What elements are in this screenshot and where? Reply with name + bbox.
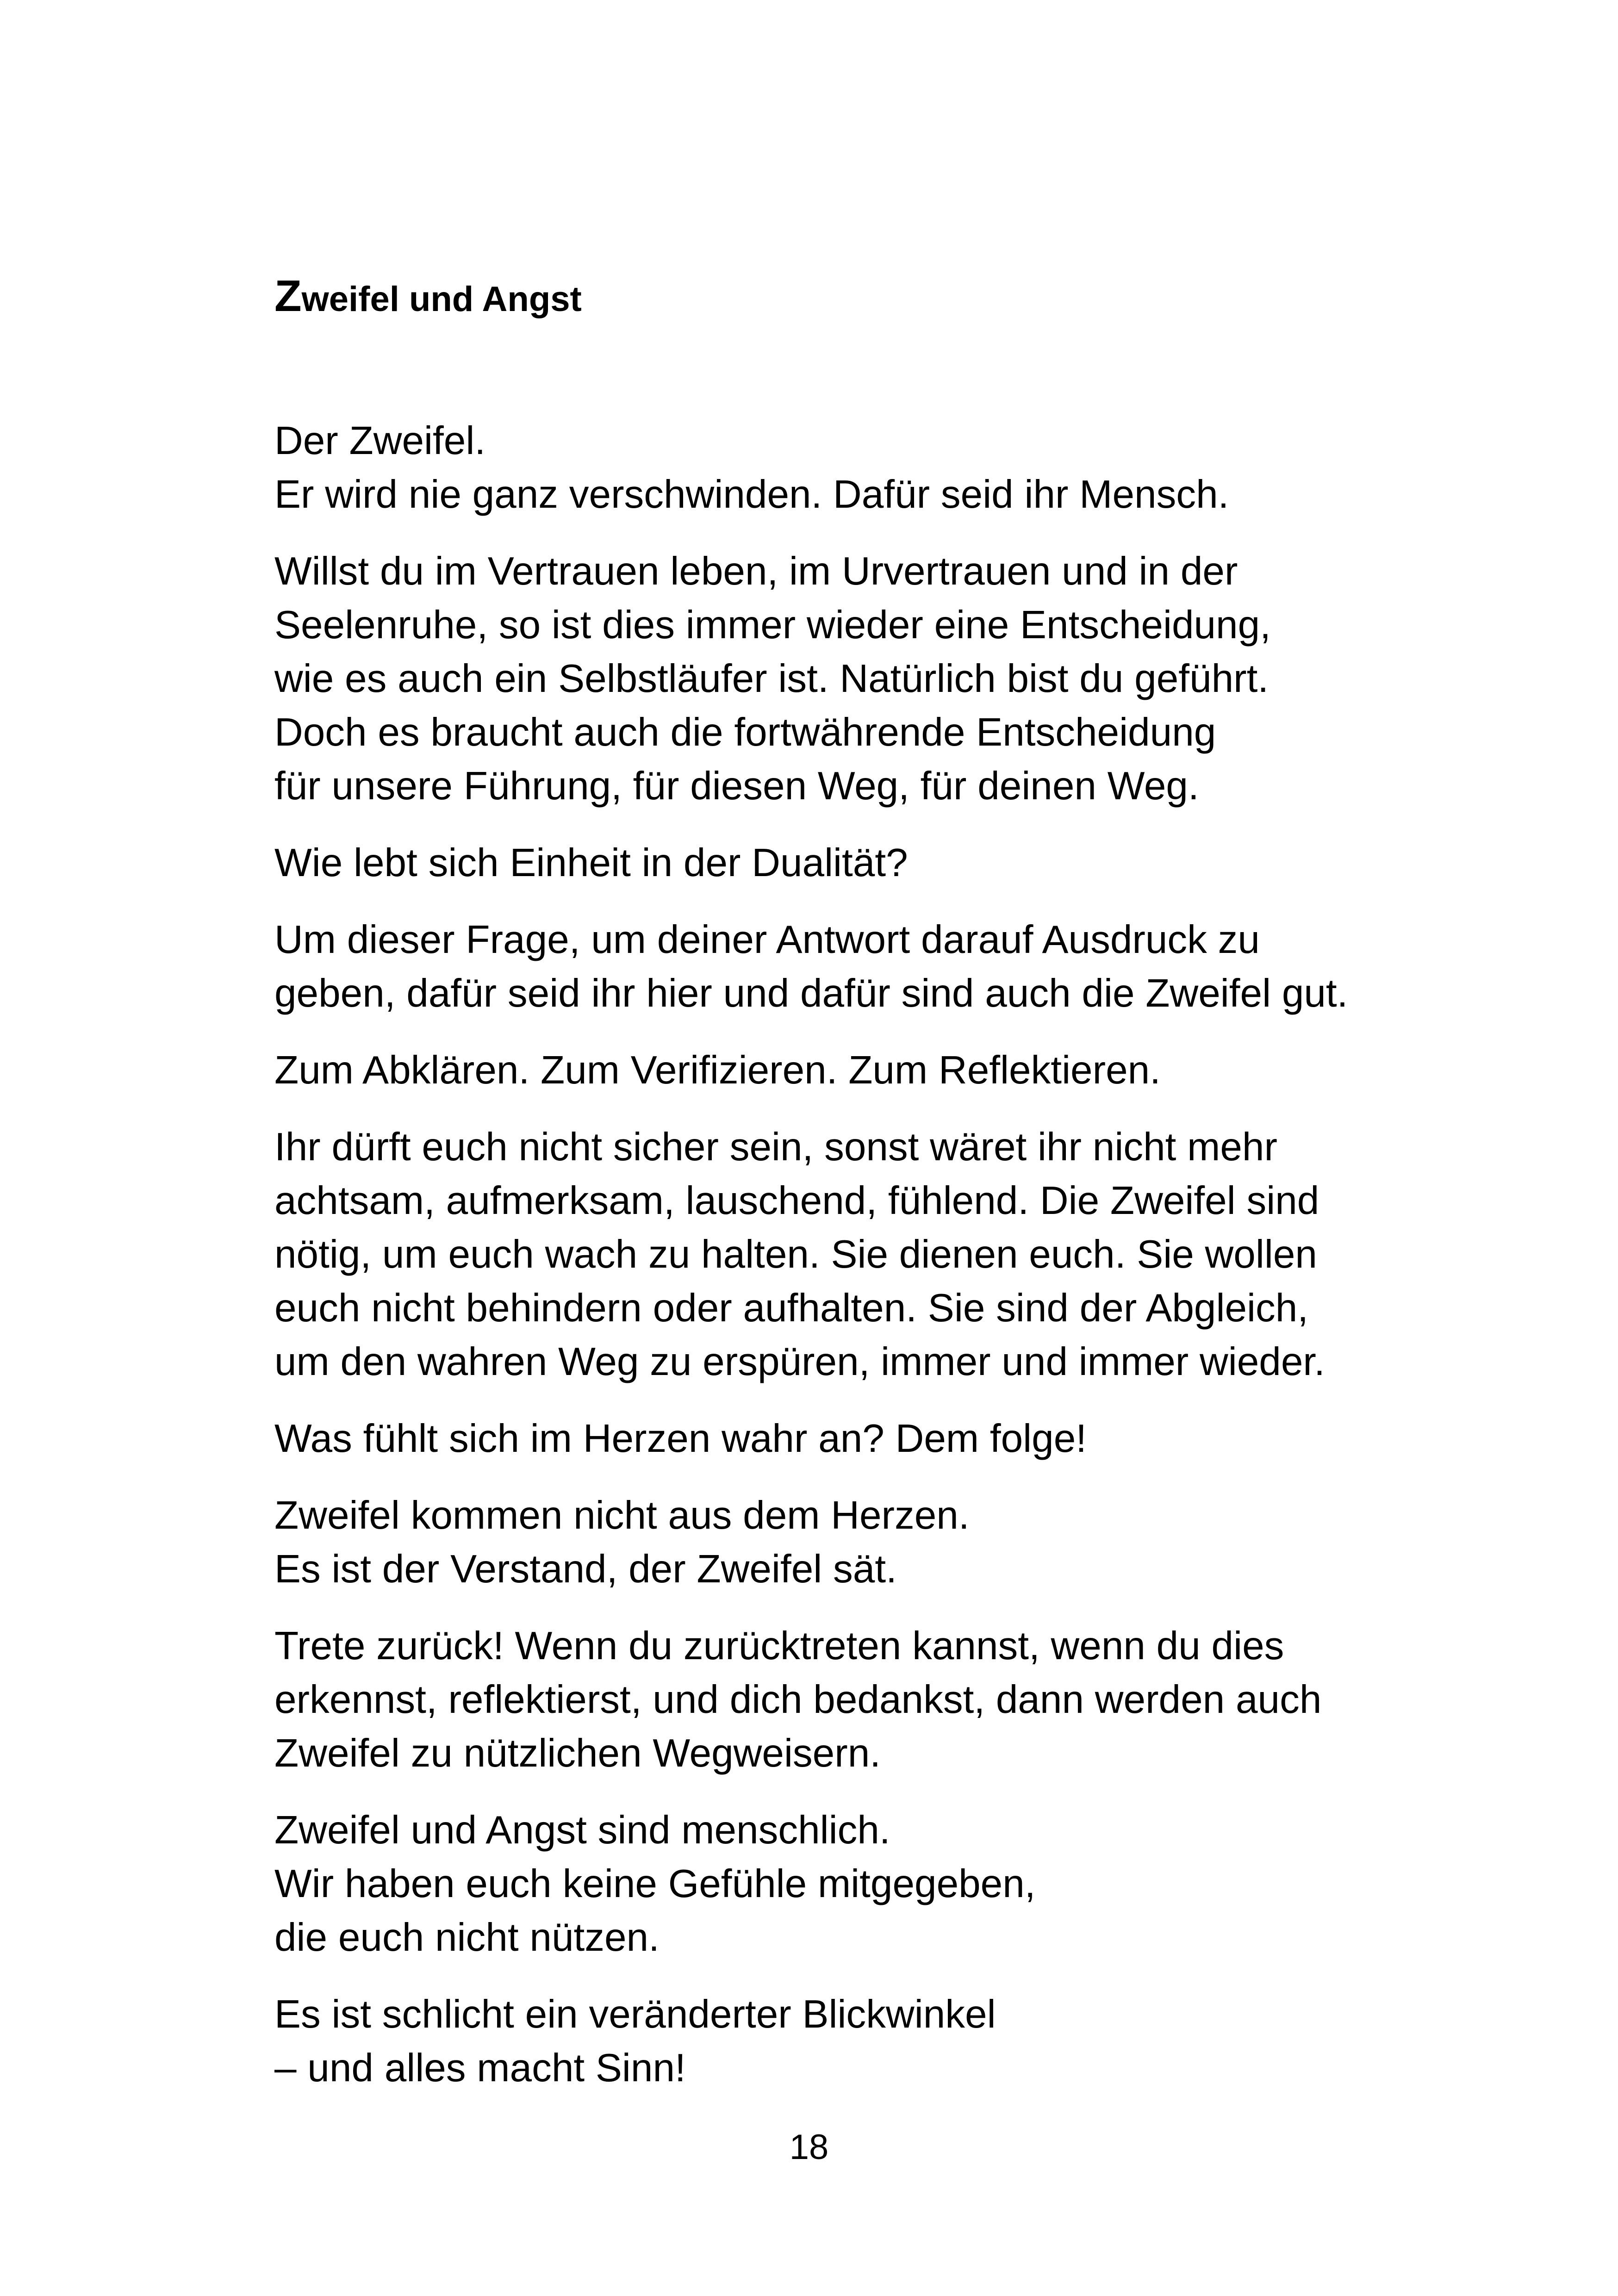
text-line: Seelenruhe, so ist dies immer wieder eine Entscheidung, — [274, 603, 1271, 647]
paragraph — [274, 1489, 1385, 1596]
text-line: euch nicht behindern oder aufhalten. Sie sind der Abgleich, — [274, 1286, 1309, 1330]
text-line: – und alles macht Sinn! — [274, 2046, 686, 2090]
paragraph — [274, 545, 1385, 813]
paragraph — [274, 1044, 1385, 1097]
text-line: Es ist schlicht ein veränderter Blickwinkel — [274, 1992, 996, 2036]
text-line: Es ist der Verstand, der Zweifel sät. — [274, 1547, 897, 1591]
text-line: Um dieser Frage, um deiner Antwort darauf Ausdruck zu — [274, 918, 1260, 962]
text-line: Zweifel zu nützlichen Wegweisern. — [274, 1731, 881, 1775]
text-line: achtsam, aufmerksam, lauschend, fühlend. Die Zweifel sind — [274, 1179, 1319, 1223]
chapter-title-rest: weifel und Angst — [301, 280, 582, 319]
text-line: Der Zweifel. — [274, 419, 486, 463]
chapter-title-initial: Z — [274, 271, 302, 321]
text-line: für unsere Führung, für diesen Weg, für deinen Weg. — [274, 764, 1199, 808]
paragraph — [274, 1804, 1385, 1965]
text-line: Er wird nie ganz verschwinden. Dafür seid ihr Mensch. — [274, 473, 1229, 516]
paragraph — [274, 1619, 1385, 1780]
text-line: Wie lebt sich Einheit in der Dualität? — [274, 841, 908, 885]
paragraph — [274, 836, 1385, 890]
paragraph — [274, 1988, 1385, 2095]
text-line: Doch es braucht auch die fortwährende Entscheidung — [274, 710, 1216, 754]
text-line: Was fühlt sich im Herzen wahr an? Dem folge! — [274, 1417, 1087, 1461]
chapter-title — [274, 273, 582, 323]
text-line: Zweifel und Angst sind menschlich. — [274, 1808, 890, 1852]
paragraph — [274, 1412, 1385, 1466]
paragraph — [274, 1120, 1385, 1389]
text-line: wie es auch ein Selbstläufer ist. Natürlich bist du geführt. — [274, 657, 1269, 701]
text-line: Ihr dürft euch nicht sicher sein, sonst wäret ihr nicht mehr — [274, 1125, 1277, 1169]
text-line: Zum Abklären. Zum Verifizieren. Zum Reflektieren. — [274, 1048, 1161, 1092]
text-line: Zweifel kommen nicht aus dem Herzen. — [274, 1493, 970, 1537]
paragraph — [274, 913, 1385, 1020]
text-line: nötig, um euch wach zu halten. Sie dienen euch. Sie wollen — [274, 1232, 1317, 1276]
text-line: erkennst, reflektierst, und dich bedankst, dann werden auch — [274, 1678, 1322, 1722]
text-line: Willst du im Vertrauen leben, im Urvertrauen und in der — [274, 549, 1238, 593]
text-line: Wir haben euch keine Gefühle mitgegeben, — [274, 1862, 1036, 1906]
text-line: geben, dafür seid ihr hier und dafür sind auch die Zweifel gut. — [274, 971, 1348, 1015]
text-line: die euch nicht nützen. — [274, 1916, 660, 1960]
text-line: um den wahren Weg zu erspüren, immer und immer wieder. — [274, 1340, 1325, 1384]
body-text — [274, 414, 1385, 2118]
paragraph — [274, 414, 1385, 522]
text-line: Trete zurück! Wenn du zurücktreten kannst, wenn du dies — [274, 1624, 1284, 1668]
page-number: 18 — [789, 2128, 829, 2167]
